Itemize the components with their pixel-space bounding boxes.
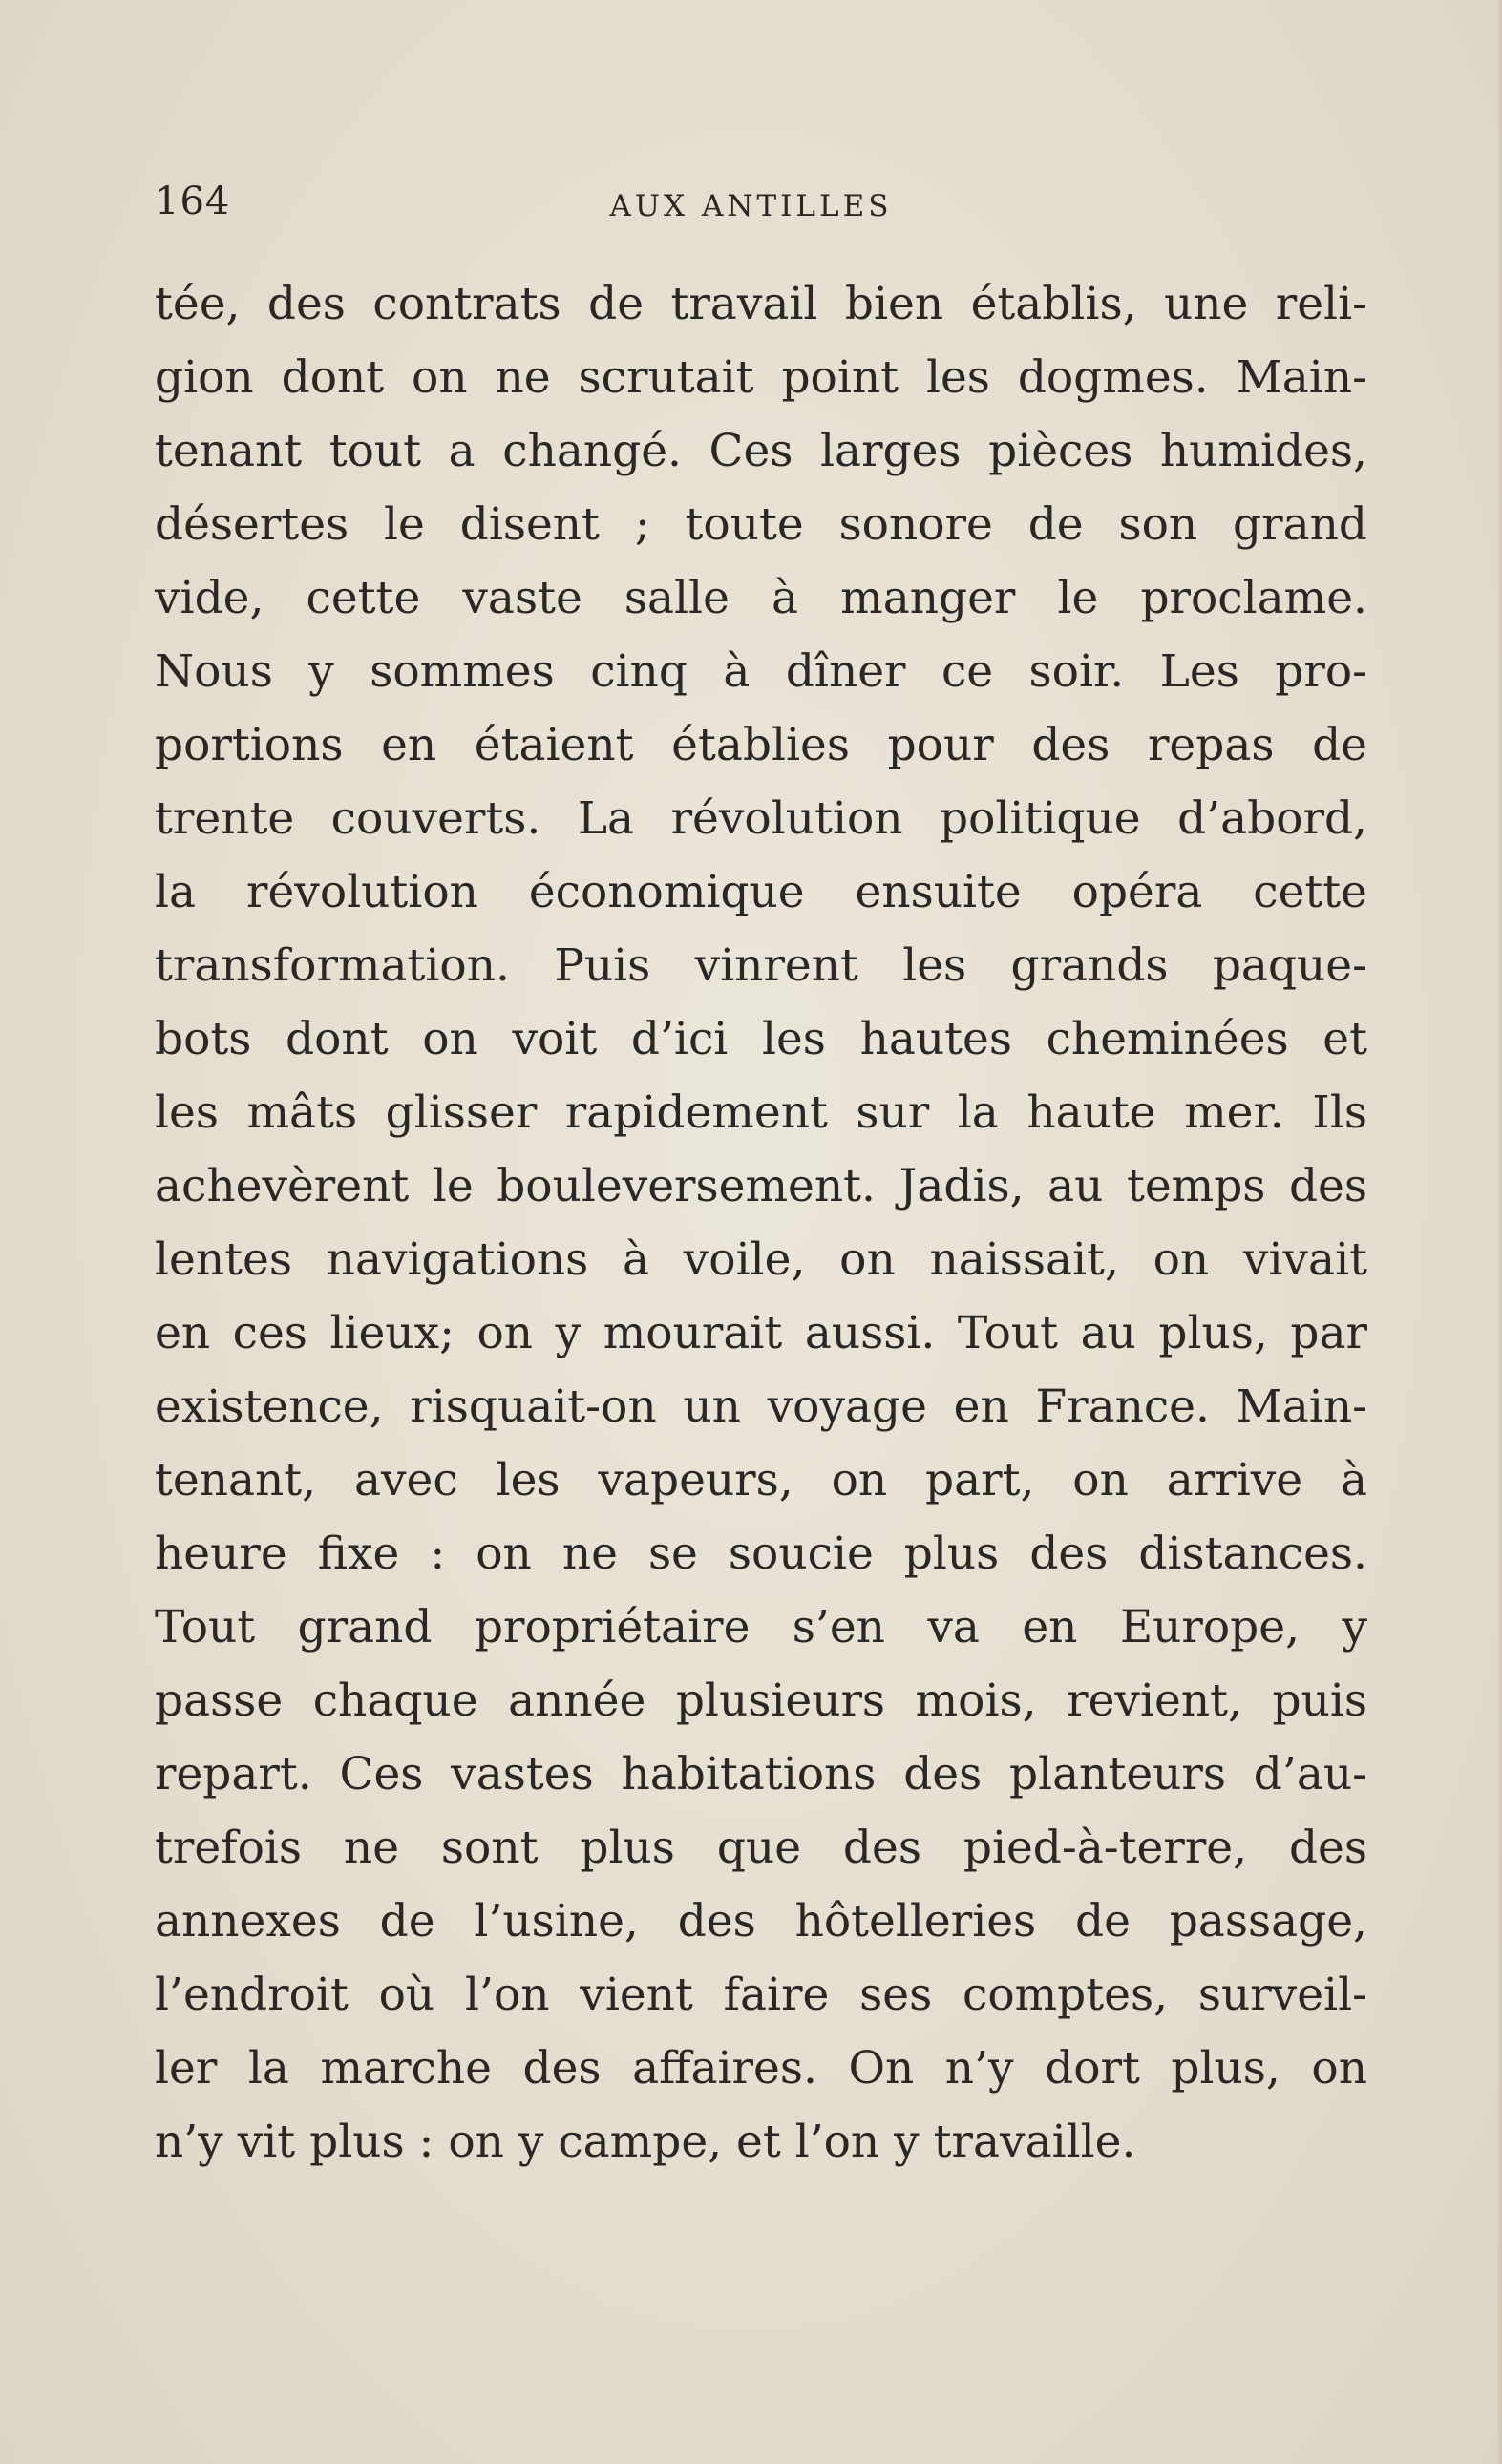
text-line: bots dont on voit d’ici les hautes cheminées et (155, 1013, 1367, 1065)
text-line: désertes le disent ; toute sonore de son grand (155, 498, 1367, 551)
text-line: ler la marche des affaires. On n’y dort plus, on (155, 2042, 1367, 2095)
text-line: tenant tout a changé. Ces larges pièces humides, (155, 425, 1367, 477)
text-line: existence, risquait-on un voyage en France. Main- (155, 1380, 1367, 1433)
page-number: 164 (155, 179, 231, 223)
page-header (0, 179, 1502, 227)
text-line: trente couverts. La révolution politique d’abord, (155, 792, 1367, 845)
text-line: tenant, avec les vapeurs, on part, on arrive à (155, 1454, 1367, 1506)
text-line: portions en étaient établies pour des repas de (155, 719, 1367, 771)
running-title: AUX ANTILLES (609, 189, 893, 223)
text-line: Tout grand propriétaire s’en va en Europe, y (155, 1601, 1367, 1653)
text-line: vide, cette vaste salle à manger le proclame. (155, 572, 1367, 624)
text-line: gion dont on ne scrutait point les dogmes. Main- (155, 351, 1367, 404)
text-line: les mâts glisser rapidement sur la haute mer. Ils (155, 1086, 1367, 1139)
text-line: trefois ne sont plus que des pied-à-terre, des (155, 1822, 1367, 1874)
text-line: l’endroit où l’on vient faire ses comptes, surveil- (155, 1969, 1367, 2021)
text-line: la révolution économique ensuite opéra cette (155, 866, 1367, 918)
text-line: n’y vit plus : on y campe, et l’on y travaille. (155, 2116, 1136, 2168)
text-line: en ces lieux; on y mourait aussi. Tout au plus, par (155, 1307, 1367, 1359)
text-line: annexes de l’usine, des hôtelleries de passage, (155, 1895, 1367, 1948)
text-line: tée, des contrats de travail bien établis, une reli- (155, 278, 1367, 330)
body-text (155, 267, 1367, 2179)
text-line: repart. Ces vastes habitations des planteurs d’au- (155, 1748, 1367, 1801)
text-line: passe chaque année plusieurs mois, revient, puis (155, 1674, 1367, 1727)
text-line: transformation. Puis vinrent les grands paque- (155, 939, 1367, 992)
text-line: Nous y sommes cinq à dîner ce soir. Les pro- (155, 645, 1367, 698)
text-line: heure fixe : on ne se soucie plus des distances. (155, 1527, 1367, 1580)
text-line: achevèrent le bouleversement. Jadis, au temps des (155, 1160, 1367, 1212)
page-edge-shadow (1496, 0, 1502, 2464)
text-line: lentes navigations à voile, on naissait, on vivait (155, 1233, 1367, 1286)
